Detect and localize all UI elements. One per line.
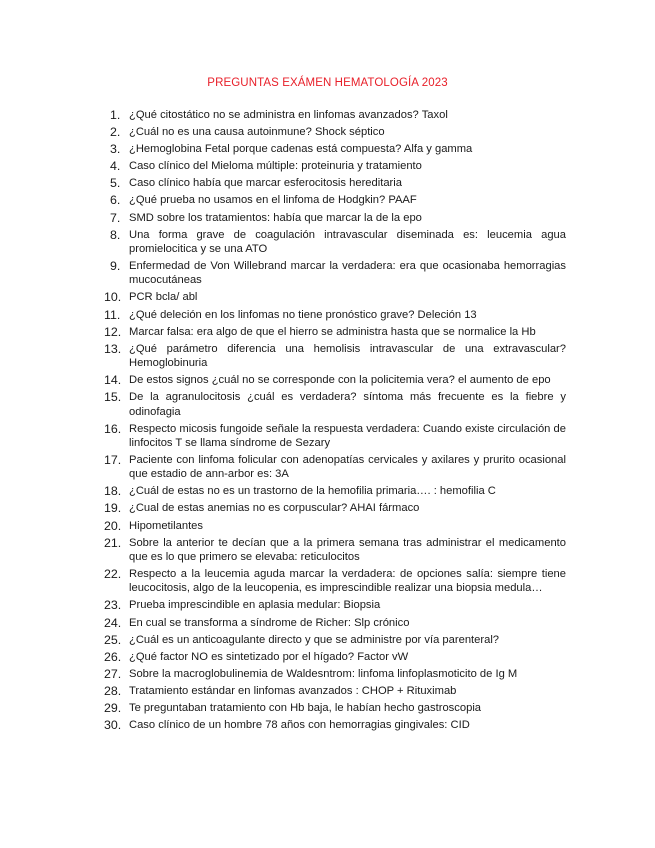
question-text: ¿Qué parámetro diferencia una hemolisis intravascular de una extravascular? Hemoglobinuria <box>129 342 566 370</box>
question-item <box>104 325 566 339</box>
question-item <box>104 684 566 698</box>
question-text: De la agranulocitosis ¿cuál es verdadera? síntoma más frecuente es la fiebre y odinofagia <box>129 391 566 418</box>
question-text: SMD sobre los tratamientos: había que marcar la de la epo <box>129 211 422 224</box>
question-text: ¿Qué factor NO es sintetizado por el hígado? Factor vW <box>129 650 409 663</box>
question-text: ¿Cuál es un anticoagulante directo y que se administre por vía parenteral? <box>129 633 500 646</box>
question-item <box>104 519 566 533</box>
question-item <box>104 453 566 482</box>
question-number: 16. <box>104 421 122 436</box>
question-item <box>104 211 566 225</box>
question-number: 17. <box>104 452 122 467</box>
question-item <box>104 650 566 664</box>
question-item <box>104 422 566 451</box>
question-number: 3. <box>110 142 121 157</box>
question-item <box>104 501 566 515</box>
question-text: ¿Qué prueba no usamos en el linfoma de Hodgkin? PAAF <box>129 194 417 207</box>
question-item <box>104 616 566 630</box>
question-number: 25. <box>104 632 122 647</box>
question-item <box>104 373 566 387</box>
question-text: Sobre la macroglobulinemia de Waldesntrom: linfoma linfoplasmoticito de Ig M <box>129 667 518 680</box>
question-item <box>104 290 566 304</box>
question-text: Marcar falsa: era algo de que el hierro se administra hasta que se normalice la Hb <box>129 325 536 338</box>
question-item <box>104 342 566 371</box>
question-item <box>104 159 566 173</box>
question-number: 18. <box>104 484 122 499</box>
question-text: Hipometilantes <box>129 519 203 532</box>
question-number: 22. <box>104 567 122 582</box>
question-text: ¿Qué deleción en los linfomas no tiene pronóstico grave? Deleción 13 <box>129 308 477 321</box>
question-text: Una forma grave de coagulación intravascular diseminada es: leucemia agua promielocitica y se una ATO <box>129 228 566 255</box>
question-item <box>104 567 566 596</box>
question-number: 19. <box>104 501 122 516</box>
question-text: Caso clínico había que marcar esferocitosis hereditaria <box>129 177 402 190</box>
question-number: 1. <box>110 108 121 122</box>
question-text: Te preguntaban tratamiento con Hb baja, le habían hecho gastroscopia <box>129 702 482 714</box>
question-text: Respecto micosis fungoide señale la respuesta verdadera: Cuando existe circulación de linfocitos T se llama síndrome de Sezary <box>129 422 566 449</box>
question-number: 6. <box>110 193 121 208</box>
question-item <box>104 718 566 732</box>
question-number: 5. <box>110 176 121 191</box>
question-text: Prueba imprescindible en aplasia medular: Biopsia <box>129 599 381 612</box>
question-text: ¿Cual de estas anemias no es corpuscular? AHAI fármaco <box>129 502 420 515</box>
question-list <box>104 108 566 735</box>
question-number: 4. <box>110 159 121 174</box>
question-number: 11. <box>104 307 121 322</box>
question-item <box>104 598 566 612</box>
question-item <box>104 259 566 288</box>
question-number: 14. <box>104 373 122 388</box>
question-item <box>104 390 566 419</box>
question-item <box>104 142 566 156</box>
question-item <box>104 701 566 715</box>
question-text: ¿Qué citostático no se administra en linfomas avanzados? Taxol <box>129 109 448 121</box>
question-number: 28. <box>104 683 122 698</box>
question-item <box>104 228 566 257</box>
question-number: 26. <box>104 649 122 664</box>
question-text: ¿Hemoglobina Fetal porque cadenas está compuesta? Alfa y gamma <box>129 143 473 156</box>
question-number: 2. <box>110 125 121 140</box>
question-text: Tratamiento estándar en linfomas avanzados : CHOP + Rituximab <box>129 684 457 697</box>
question-text: PCR bcla/ abl <box>129 291 198 304</box>
question-number: 7. <box>110 210 121 225</box>
question-item <box>104 176 566 190</box>
question-number: 30. <box>104 718 122 733</box>
question-number: 12. <box>104 324 122 339</box>
question-number: 8. <box>110 227 121 242</box>
question-item <box>104 108 566 122</box>
question-number: 9. <box>110 259 121 274</box>
question-text: Caso clínico de un hombre 78 años con hemorragias gingivales: CID <box>129 719 470 732</box>
question-number: 23. <box>104 598 122 613</box>
question-item <box>104 308 566 322</box>
question-number: 15. <box>104 390 122 405</box>
question-number: 13. <box>104 341 122 356</box>
question-number: 27. <box>104 666 122 681</box>
question-text: Respecto a la leucemia aguda marcar la verdadera: de opciones salía: siempre tiene leucocitosis, algo de la leucopenia, es imprescindible realizar una biopsia medula… <box>129 568 566 595</box>
question-item <box>104 193 566 207</box>
question-number: 10. <box>104 290 122 305</box>
question-text: Enfermedad de Von Willebrand marcar la verdadera: era que ocasionaba hemorragias mucocutáneas <box>129 260 566 287</box>
question-text: De estos signos ¿cuál no se corresponde con la policitemia vera? el aumento de epo <box>129 374 551 387</box>
question-number: 21. <box>104 535 122 550</box>
question-number: 24. <box>104 615 122 630</box>
question-text: ¿Cuál no es una causa autoinmune? Shock séptico <box>129 126 385 139</box>
question-number: 29. <box>104 701 122 715</box>
question-item <box>104 484 566 498</box>
question-text: Paciente con linfoma folicular con adenopatías cervicales y axilares y prurito ocasional que estadio de ann-arbor es: 3A <box>129 453 566 481</box>
question-number: 20. <box>104 518 122 533</box>
document-title: PREGUNTAS EXÁMEN HEMATOLOGÍA 2023 <box>207 77 448 89</box>
question-item <box>104 536 566 565</box>
question-text: Sobre la anterior te decían que a la primera semana tras administrar el medicamento que es lo que primero se elevaba: reticulocitos <box>129 536 566 563</box>
question-item <box>104 633 566 647</box>
question-text: Caso clínico del Mieloma múltiple: proteinuria y tratamiento <box>129 160 422 173</box>
question-item <box>104 667 566 681</box>
question-text: En cual se transforma a síndrome de Richer: Slp crónico <box>129 616 410 629</box>
question-item <box>104 125 566 139</box>
question-text: ¿Cuál de estas no es un trastorno de la hemofilia primaria…. : hemofilia C <box>129 485 496 498</box>
